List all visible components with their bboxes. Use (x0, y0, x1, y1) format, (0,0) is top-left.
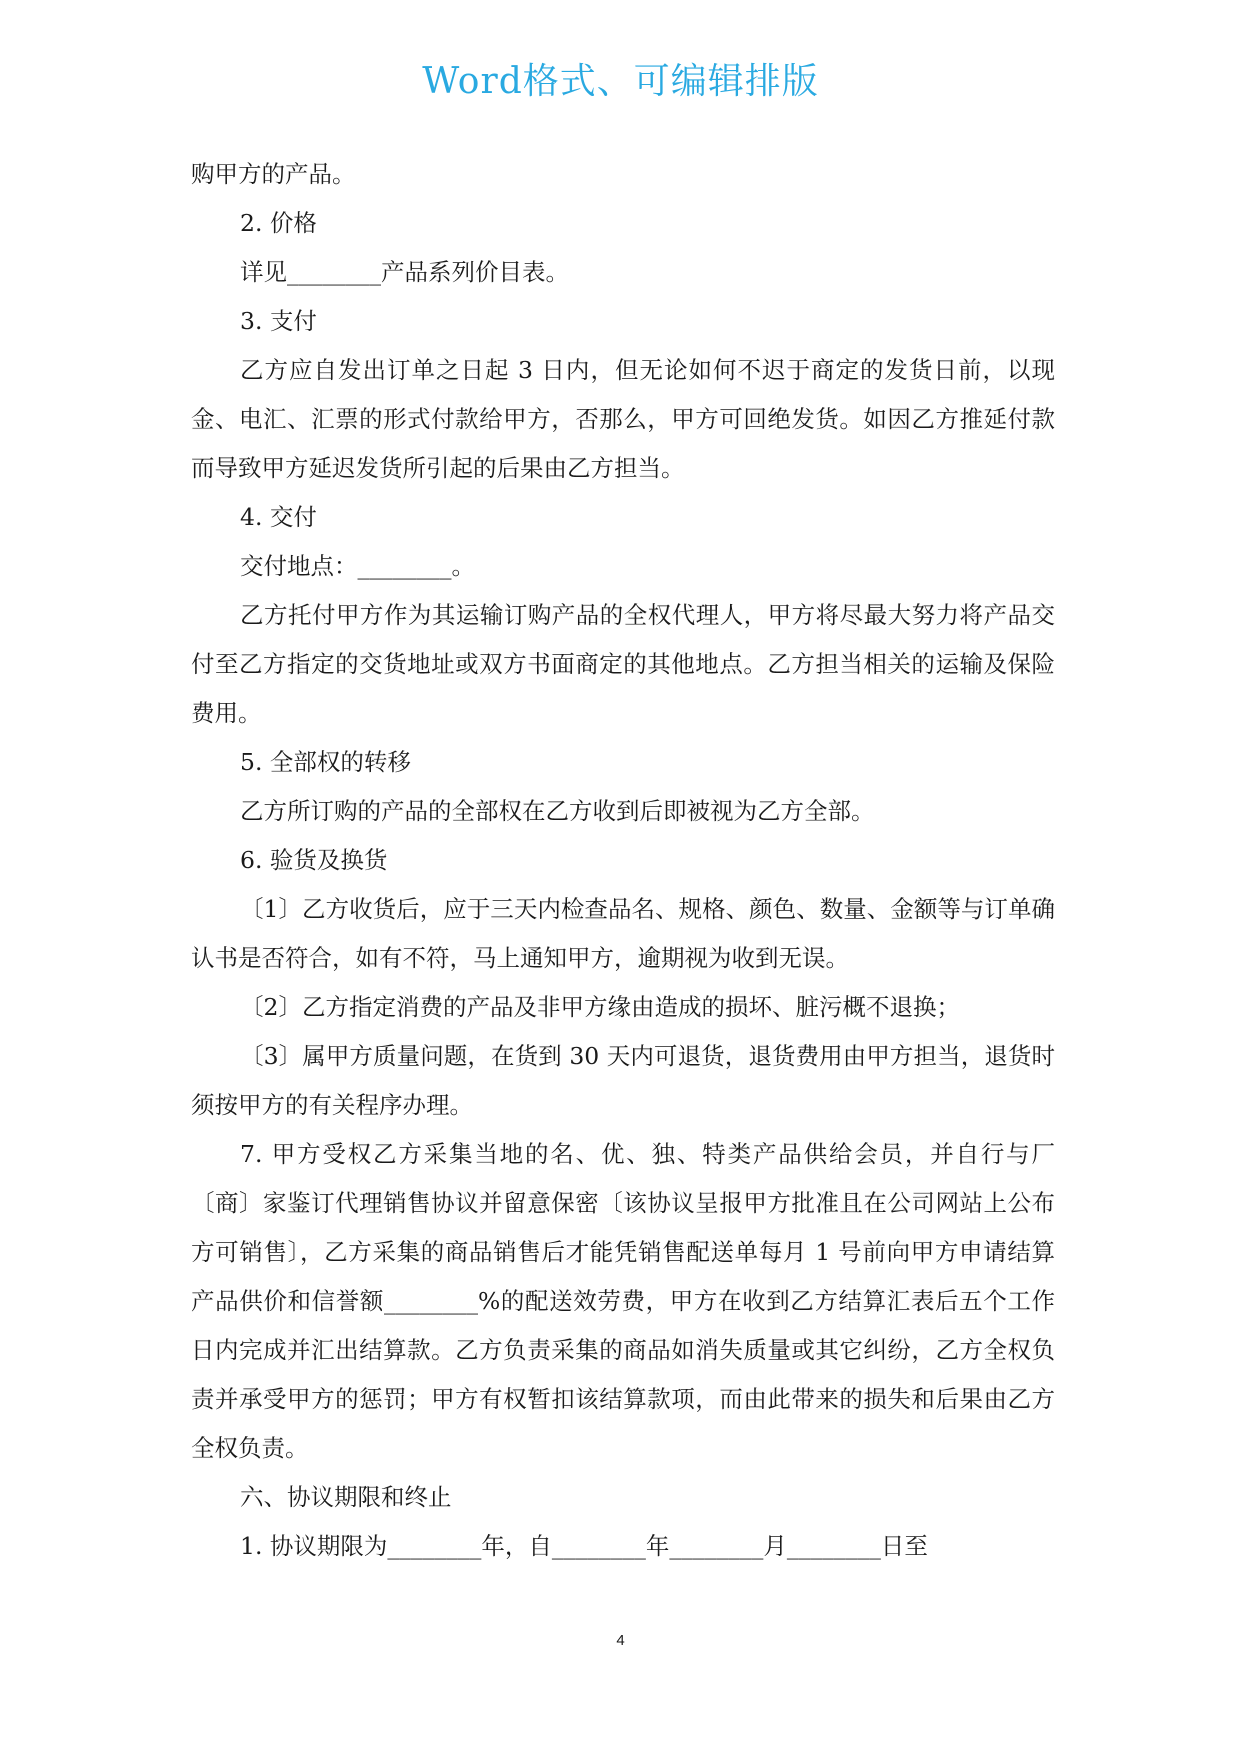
document-body (191, 150, 1055, 1571)
section-heading-price: 2. 价格 (240, 209, 317, 237)
paragraph-term-period: 1. 协议期限为________年，自________年________月________日至 (240, 1532, 928, 1560)
paragraph-price-detail: 详见________产品系列价目表。 (240, 258, 569, 286)
paragraph-delivery-location: 交付地点：________。 (240, 552, 475, 580)
section-heading-inspection: 6. 验货及换货 (240, 846, 388, 874)
header-watermark-title: Word格式、可编辑排版 (422, 61, 819, 102)
paragraph-continuation: 购甲方的产品。 (191, 160, 356, 188)
paragraph-inspection-1: 〔1〕乙方收货后，应于三天内检查品名、规格、颜色、数量、金额等与订单确认书是否符合，如有不符，马上通知甲方，逾期视为收到无误。 (191, 895, 1055, 972)
paragraph-payment-terms: 乙方应自发出订单之日起 3 日内，但无论如何不迟于商定的发货日前，以现金、电汇、汇票的形式付款给甲方，否那么，甲方可回绝发货。如因乙方推延付款而导致甲方延迟发货所引起的后果由乙方担当。 (191, 356, 1055, 482)
page-number: 4 (616, 1632, 625, 1649)
section-heading-payment: 3. 支付 (240, 307, 317, 335)
section-heading-delivery: 4. 交付 (240, 503, 317, 531)
paragraph-inspection-3: 〔3〕属甲方质量问题，在货到 30 天内可退货，退货费用由甲方担当，退货时须按甲方的有关程序办理。 (191, 1042, 1055, 1119)
paragraph-ownership-transfer: 乙方所订购的产品的全部权在乙方收到后即被视为乙方全部。 (240, 797, 875, 825)
paragraph-delivery-agent: 乙方托付甲方作为其运输订购产品的全权代理人，甲方将尽最大努力将产品交付至乙方指定的交货地址或双方书面商定的其他地点。乙方担当相关的运输及保险费用。 (191, 601, 1055, 727)
paragraph-clause-7: 7. 甲方受权乙方采集当地的名、优、独、特类产品供给会员，并自行与厂〔商〕家鉴订代理销售协议并留意保密〔该协议呈报甲方批准且在公司网站上公布方可销售〕，乙方采集的商品销售后才能凭销售配送单每月 1 号前向甲方申请结算产品供价和信誉额________%的配送效劳费，甲方在收到乙方结算汇表后五个工作日内完成并汇出结算款。乙方负责采集的商品如消失质量或其它纠纷，乙方全权负责并承受甲方的惩罚；甲方有权暂扣该结算款项，而由此带来的损失和后果由乙方全权负责。 (191, 1140, 1055, 1462)
section-heading-ownership: 5. 全部权的转移 (240, 748, 411, 776)
section-heading-term: 六、协议期限和终止 (240, 1483, 452, 1511)
paragraph-inspection-2: 〔2〕乙方指定消费的产品及非甲方缘由造成的损坏、脏污概不退换； (240, 993, 960, 1021)
